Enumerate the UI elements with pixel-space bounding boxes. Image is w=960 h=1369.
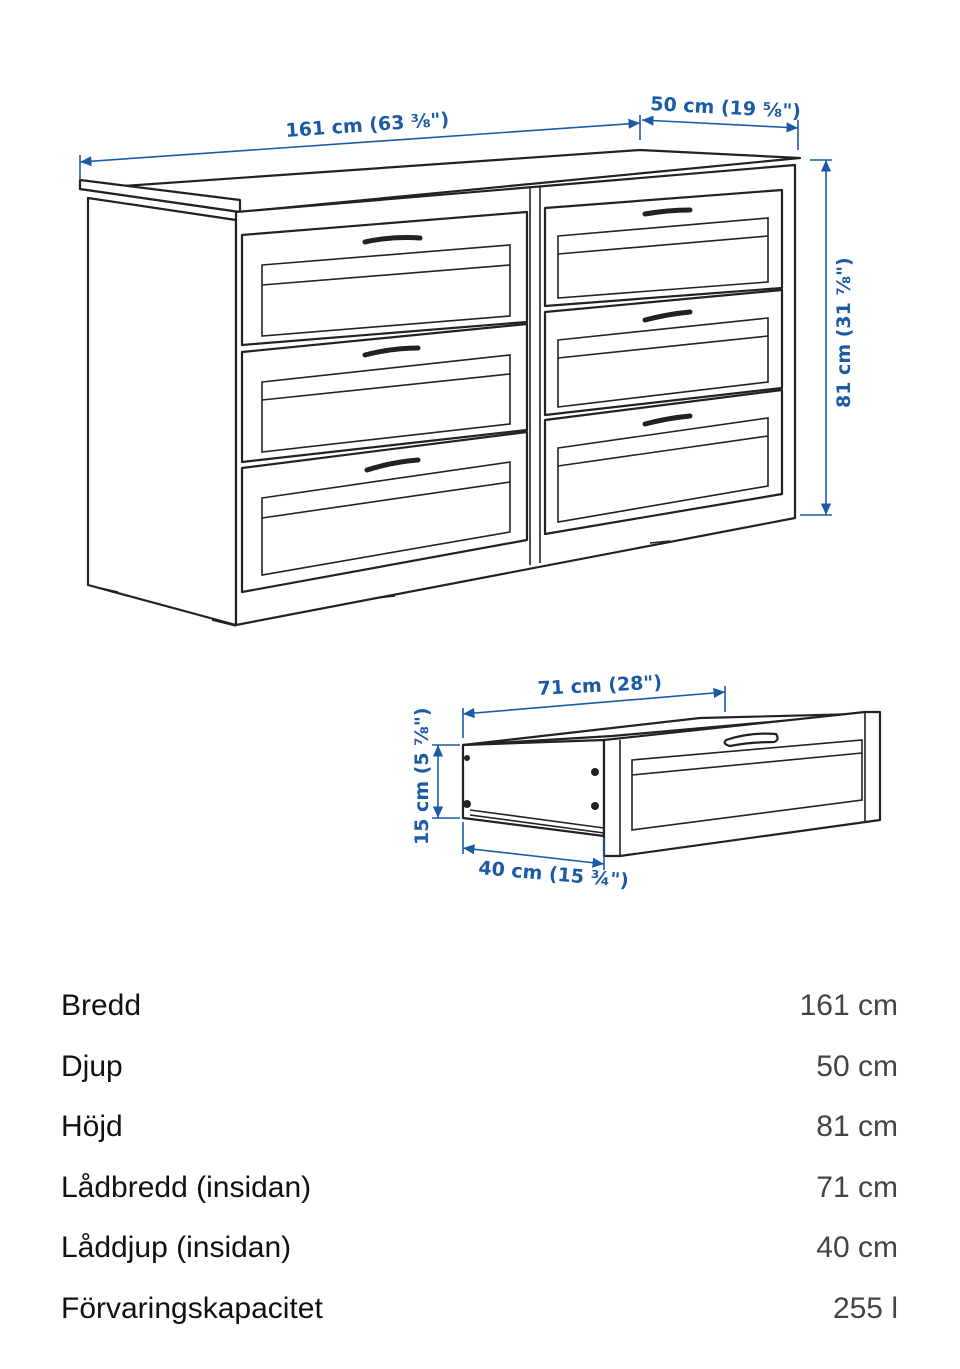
spec-row-drawer-width <box>61 1158 898 1219</box>
drawer-height-label: 15 cm (5 ⅞") <box>411 707 433 845</box>
spec-row-drawer-depth <box>61 1218 898 1279</box>
dresser-width-label: 161 cm (63 ⅜") <box>284 108 450 142</box>
spec-row-depth <box>61 1037 898 1098</box>
spec-label: Djup <box>61 1049 123 1083</box>
dresser-depth-label: 50 cm (19 ⅝") <box>649 93 802 123</box>
spec-label: Lådbredd (insidan) <box>61 1170 312 1204</box>
spec-label: Låddjup (insidan) <box>61 1231 292 1265</box>
spec-row-storage-capacity <box>61 1279 898 1340</box>
spec-row-height <box>61 1097 898 1158</box>
dresser-illustration <box>80 150 800 626</box>
spec-label: Bredd <box>61 989 142 1023</box>
spec-value: 161 cm <box>799 989 898 1023</box>
drawer-width-label: 71 cm (28") <box>537 671 663 700</box>
spec-label: Höjd <box>61 1110 123 1144</box>
specifications-table <box>61 976 898 1339</box>
spec-value: 40 cm <box>816 1231 898 1265</box>
spec-value: 255 l <box>832 1291 898 1325</box>
spec-value: 81 cm <box>816 1110 898 1144</box>
spec-value: 71 cm <box>816 1170 898 1204</box>
drawer-illustration <box>463 712 880 856</box>
spec-row-width <box>61 976 898 1037</box>
drawer-depth-label: 40 cm (15 ¾") <box>477 857 630 893</box>
spec-value: 50 cm <box>816 1049 898 1083</box>
dresser-height-label: 81 cm (31 ⅞") <box>833 257 855 408</box>
spec-label: Förvaringskapacitet <box>61 1291 323 1325</box>
